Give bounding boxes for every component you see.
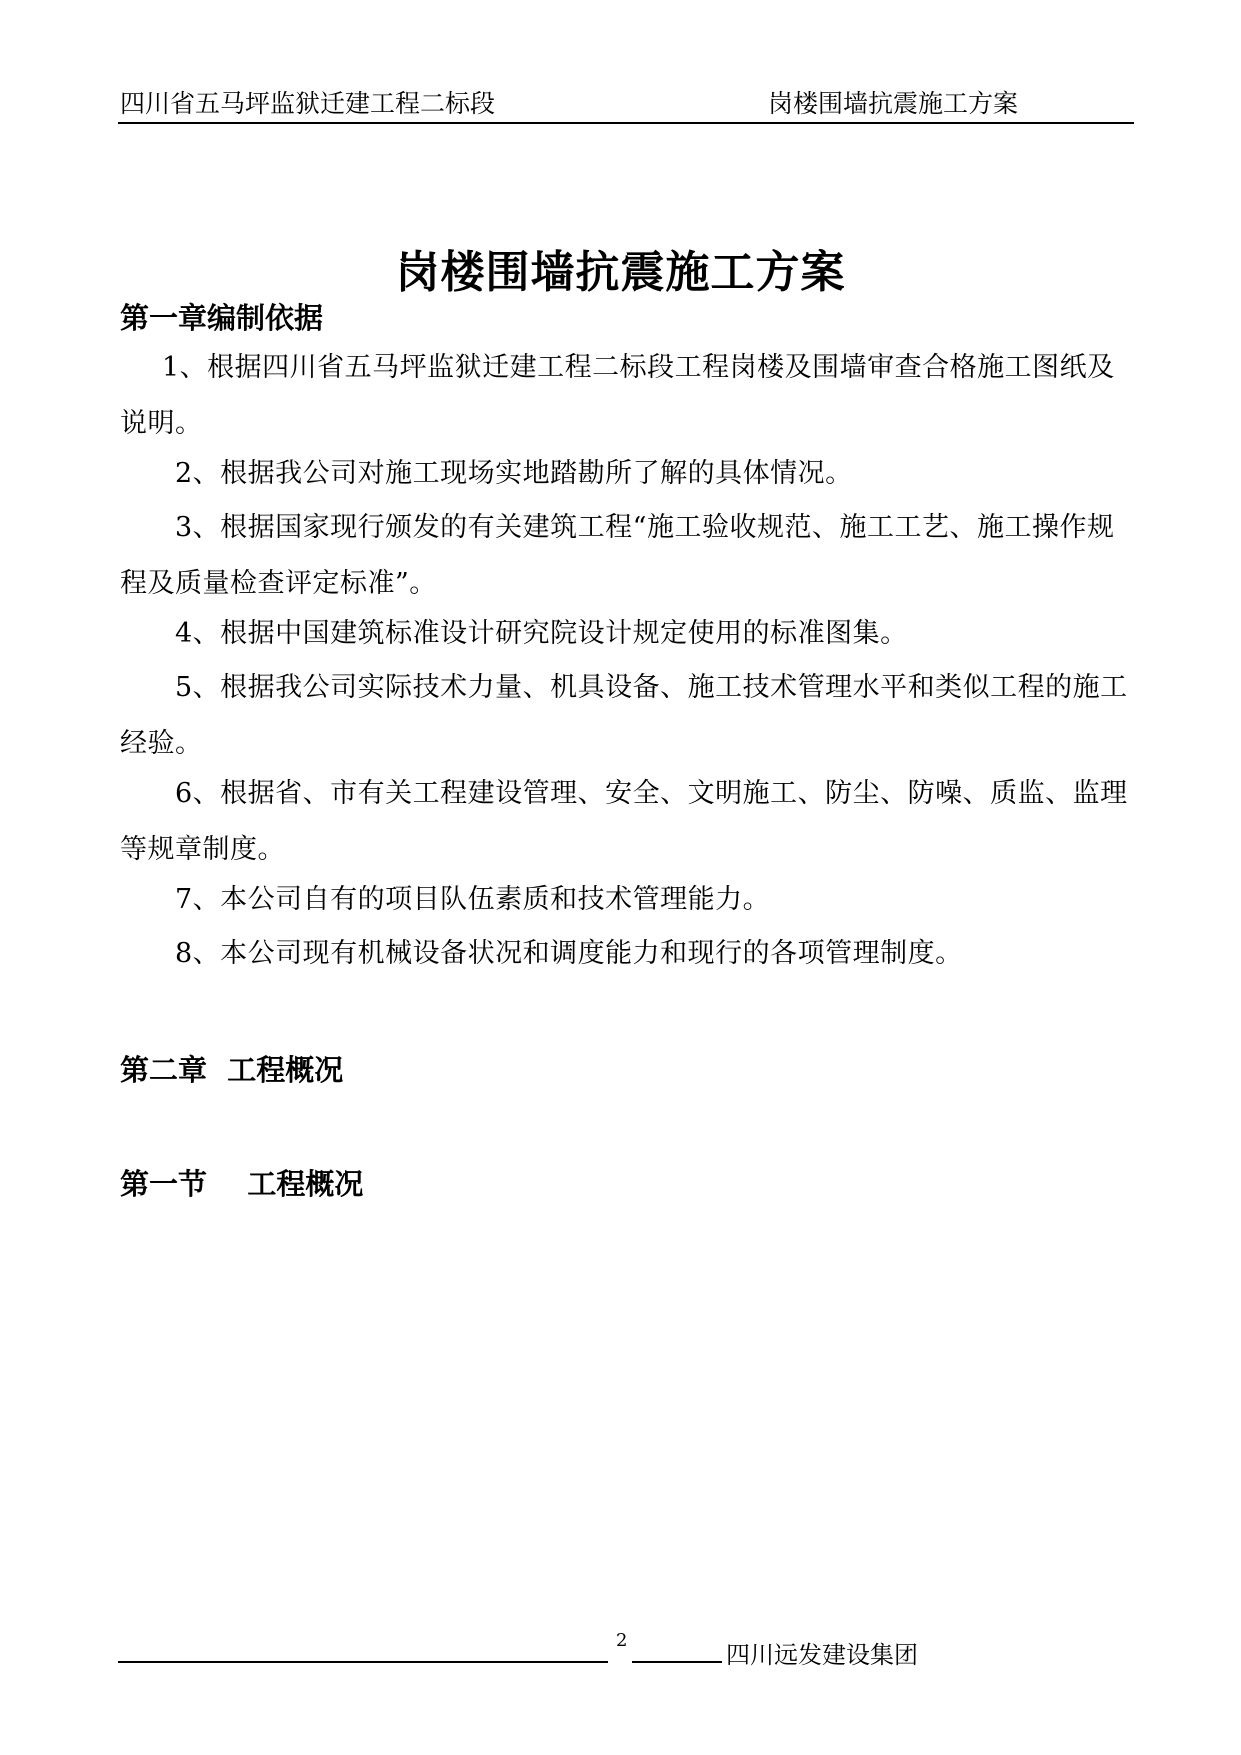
basis-item-5: 5、根据我公司实际技术力量、机具设备、施工技术管理水平和类似工程的施工经验。 bbox=[120, 672, 1128, 759]
chapter-1-heading: 第一章编制依据 bbox=[120, 301, 324, 335]
footer-rule-right bbox=[632, 1661, 722, 1663]
page-footer bbox=[118, 1630, 1134, 1675]
document-title: 岗楼围墙抗震施工方案 bbox=[395, 247, 846, 298]
footer-company-name: 四川远发建设集团 bbox=[726, 1641, 918, 1669]
basis-item-2: 2、根据我公司对施工现场实地踏勘所了解的具体情况。 bbox=[175, 458, 853, 489]
basis-item-7: 7、本公司自有的项目队伍素质和技术管理能力。 bbox=[175, 884, 771, 915]
basis-item-4: 4、根据中国建筑标准设计研究院设计规定使用的标准图集。 bbox=[175, 618, 908, 649]
footer-page-number: 2 bbox=[616, 1630, 628, 1651]
header-document-name: 岗楼围墙抗震施工方案 bbox=[768, 89, 1019, 118]
header-project-name: 四川省五马坪监狱迁建工程二标段 bbox=[120, 89, 496, 118]
chapter-2-heading: 第二章 工程概况 bbox=[120, 1053, 344, 1087]
basis-item-6: 6、根据省、市有关工程建设管理、安全、文明施工、防尘、防噪、质监、监理等规章制度。 bbox=[120, 778, 1128, 865]
page-header bbox=[118, 86, 1134, 124]
footer-rule-left bbox=[118, 1661, 608, 1663]
basis-item-3: 3、根据国家现行颁发的有关建筑工程“施工验收规范、施工工艺、施工操作规程及质量检查评定标准”。 bbox=[120, 512, 1115, 599]
basis-item-8: 8、本公司现有机械设备状况和调度能力和现行的各项管理制度。 bbox=[175, 938, 963, 969]
basis-item-1: 1、根据四川省五马坪监狱迁建工程二标段工程岗楼及围墙审查合格施工图纸及说明。 bbox=[120, 352, 1115, 439]
section-1-heading: 第一节 工程概况 bbox=[120, 1167, 364, 1201]
